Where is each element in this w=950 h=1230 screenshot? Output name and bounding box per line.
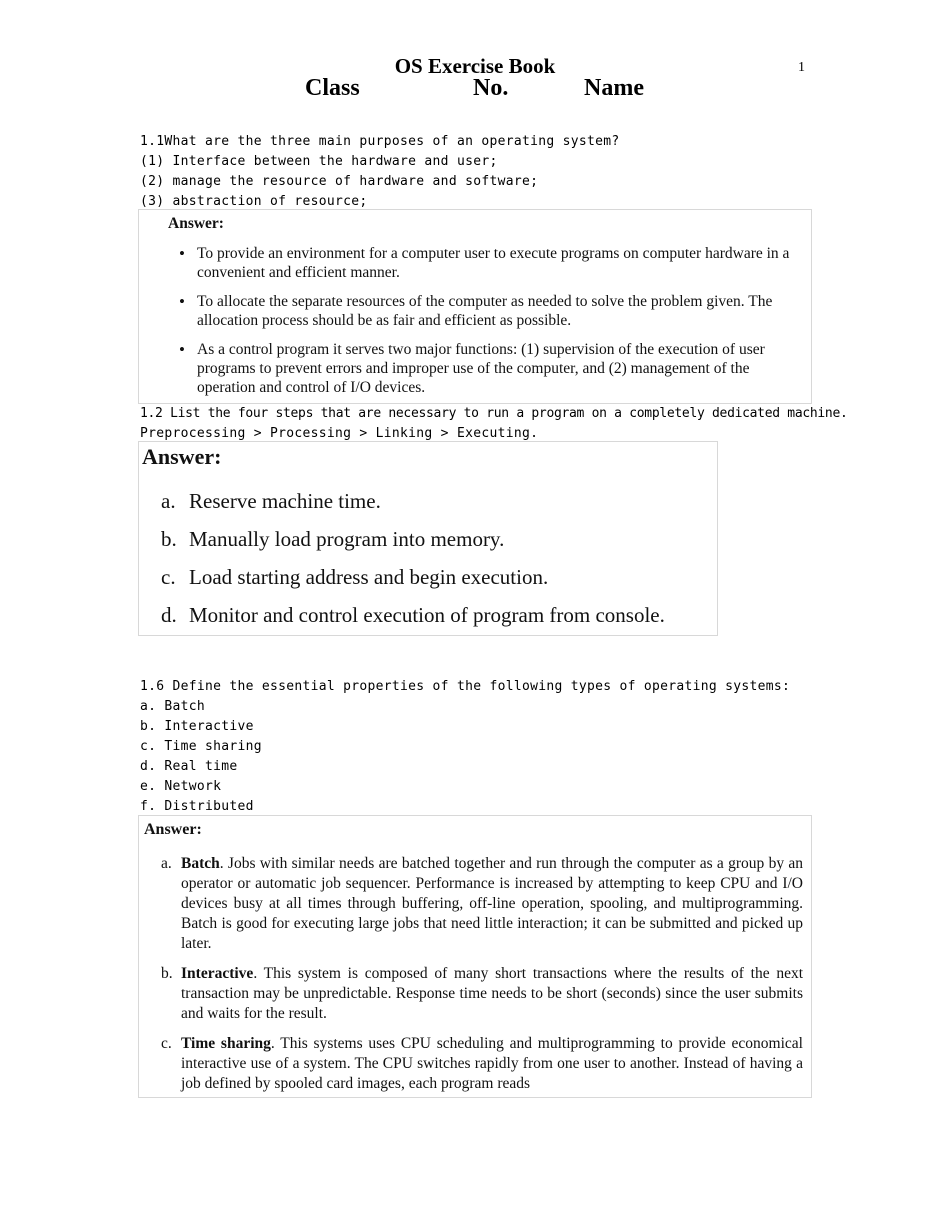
list-item: b. Manually load program into memory. bbox=[161, 527, 505, 551]
answer-point: • To provide an environment for a computer user to execute programs on computer hardware in a convenient and efficient manner. bbox=[179, 244, 799, 282]
answer-heading: Answer: bbox=[142, 444, 222, 469]
answer-image-1-2 bbox=[138, 441, 718, 636]
page-number: 1 bbox=[798, 60, 805, 75]
question-1-1: 1.1What are the three main purposes of an operating system? bbox=[140, 134, 620, 149]
list-item: c. Time sharing. This systems uses CPU scheduling and multiprogramming to provide economical interactive use of a system. The CPU switches rapidly from one user to another. Instead of having a job defined by spooled card images, each program reads bbox=[161, 1035, 803, 1092]
note-line-1: (1) Interface between the hardware and user; bbox=[140, 154, 498, 169]
class-label: Class bbox=[305, 75, 360, 101]
list-item: c. Load starting address and begin execution. bbox=[161, 565, 549, 589]
definition-list bbox=[161, 854, 803, 1098]
list-item: b. Interactive. This system is composed of many short transactions where the results of the next transaction may be unpredictable. Response time needs to be short (seconds) since the user submits and waits for the result. bbox=[161, 965, 803, 1022]
list-item: d. Monitor and control execution of program from console. bbox=[161, 603, 665, 627]
answer-image-1-1 bbox=[138, 209, 812, 404]
os-type-item: f. Distributed bbox=[140, 799, 254, 814]
answer-image-1-6 bbox=[138, 815, 812, 1098]
answer-heading: Answer: bbox=[144, 821, 202, 838]
page-title: OS Exercise Book bbox=[394, 54, 556, 78]
note-line-2: (2) manage the resource of hardware and software; bbox=[140, 174, 539, 189]
os-type-item: d. Real time bbox=[140, 759, 238, 774]
question-1-2: 1.2 List the four steps that are necessary to run a program on a completely dedicated machine. bbox=[140, 406, 848, 421]
note-line-3: (3) abstraction of resource; bbox=[140, 194, 368, 209]
no-label: No. bbox=[473, 75, 509, 101]
answer-bullet-list bbox=[179, 244, 799, 407]
answer-heading: Answer: bbox=[168, 215, 224, 232]
os-type-item: c. Time sharing bbox=[140, 739, 262, 754]
os-type-item: e. Network bbox=[140, 779, 222, 794]
answer-point: • As a control program it serves two major functions: (1) supervision of the execution of user programs to prevent errors and improper use of the computer, and (2) management of the operation and control of I/O devices. bbox=[179, 340, 799, 397]
name-label: Name bbox=[584, 75, 644, 101]
question-1-6: 1.6 Define the essential properties of the following types of operating systems: bbox=[140, 679, 791, 694]
note-1-2: Preprocessing > Processing > Linking > Executing. bbox=[140, 426, 539, 441]
os-type-item: a. Batch bbox=[140, 699, 206, 714]
answer-point: • To allocate the separate resources of the computer as needed to solve the problem given. The allocation process should be as fair and efficient as possible. bbox=[179, 292, 799, 330]
list-item: a. Batch. Jobs with similar needs are batched together and run through the computer as a group by an operator or automatic job sequencer. Performance is increased by attempting to keep CPU and I/O devices busy at all times through buffering, off-line operation, spooling, and multiprogramming. Batch is good for executing large jobs that need little interaction; it can be submitted and picked up later. bbox=[161, 855, 803, 952]
step-list bbox=[161, 482, 665, 634]
os-type-item: b. Interactive bbox=[140, 719, 254, 734]
list-item: a. Reserve machine time. bbox=[161, 489, 381, 513]
